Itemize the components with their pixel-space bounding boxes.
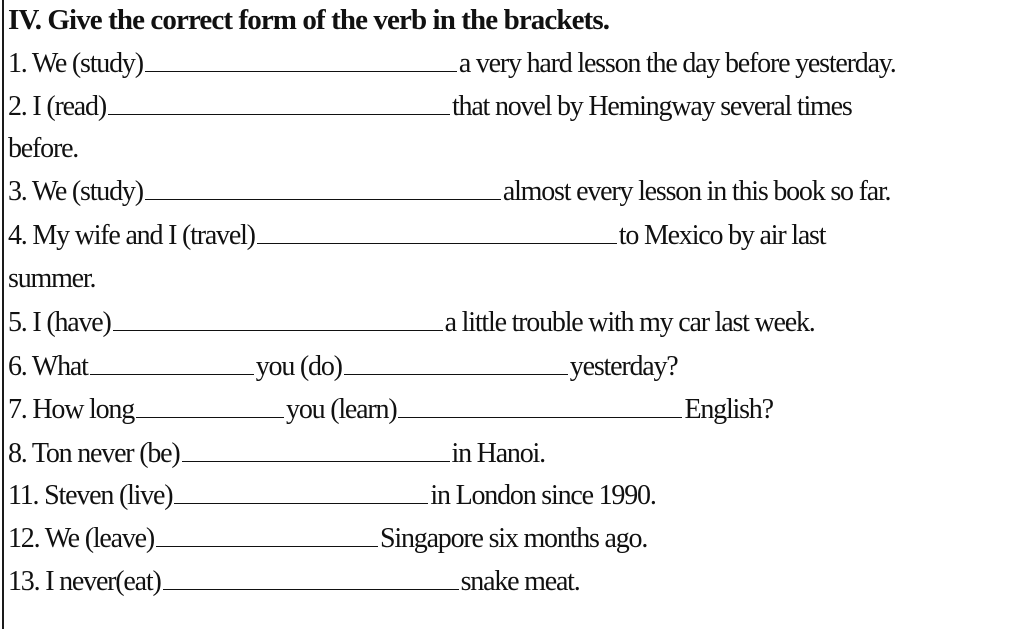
item-4-answer-blank[interactable] [257,217,617,244]
item-1-prompt: 1. We (study) [8,48,143,79]
exercise-line-7 [8,390,773,430]
item-13-prompt: 13. I never(eat) [8,566,161,597]
exercise-line-12 [8,519,647,559]
item-5-answer-blank[interactable] [113,304,443,331]
exercise-line-4 [8,216,825,256]
left-border-line [2,0,4,629]
item-6-prompt: 6. What [8,351,88,382]
item-5-rest: a little trouble with my car last week. [444,307,815,338]
exercise-line-2 [8,87,852,127]
item-6-middle: you (do) [255,351,342,382]
item-12-rest: Singapore six months ago. [380,523,648,554]
item-11-prompt: 11. Steven (live) [8,480,173,511]
exercise-line-11 [8,476,656,516]
item-2-answer-blank[interactable] [108,88,450,115]
item-7-rest: English? [684,394,773,425]
item-4-prompt: 4. My wife and I (travel) [8,220,255,251]
exercise-line-8 [8,434,545,474]
exercise-line-6 [8,347,678,387]
item-3-answer-blank[interactable] [145,173,501,200]
item-5-prompt: 5. I (have) [8,307,111,338]
item-13-rest: snake meat. [460,566,580,597]
item-11-answer-blank[interactable] [174,477,428,504]
item-1-answer-blank[interactable] [145,45,457,72]
item-13-answer-blank[interactable] [163,563,459,590]
item-3-prompt: 3. We (study) [8,176,143,207]
item-6-answer-blank-2[interactable] [344,348,568,375]
exercise-line-4-continued [8,259,95,299]
item-8-rest: in Hanoi. [451,438,545,469]
item-7-answer-blank-2[interactable] [398,391,682,418]
item-12-prompt: 12. We (leave) [8,523,155,554]
exercise-line-2-continued [8,129,78,169]
item-6-rest: yesterday? [569,351,678,382]
item-11-rest: in London since 1990. [430,480,656,511]
exercise-line-1 [8,44,896,84]
worksheet [8,0,1022,629]
item-6-answer-blank-1[interactable] [90,348,254,375]
item-2-prompt: 2. I (read) [8,91,106,122]
exercise-title: IV. Give the correct form of the verb in the brackets. [8,4,610,36]
item-7-prompt: 7. How long [8,394,135,425]
item-4-rest: to Mexico by air last [618,220,826,251]
item-12-answer-blank[interactable] [156,520,378,547]
item-2-rest: that novel by Hemingway several times [451,91,852,122]
item-3-rest: almost every lesson in this book so far. [502,176,891,207]
item-4-continuation: summer. [8,263,96,294]
item-8-answer-blank[interactable] [182,435,450,462]
item-1-rest: a very hard lesson the day before yesterday. [458,48,896,79]
exercise-line-5 [8,303,815,343]
item-2-continuation: before. [8,133,79,164]
item-7-answer-blank-1[interactable] [136,391,284,418]
item-8-prompt: 8. Ton never (be) [8,438,180,469]
item-7-middle: you (learn) [286,394,397,425]
exercise-line-13 [8,562,580,602]
exercise-line-3 [8,172,890,212]
